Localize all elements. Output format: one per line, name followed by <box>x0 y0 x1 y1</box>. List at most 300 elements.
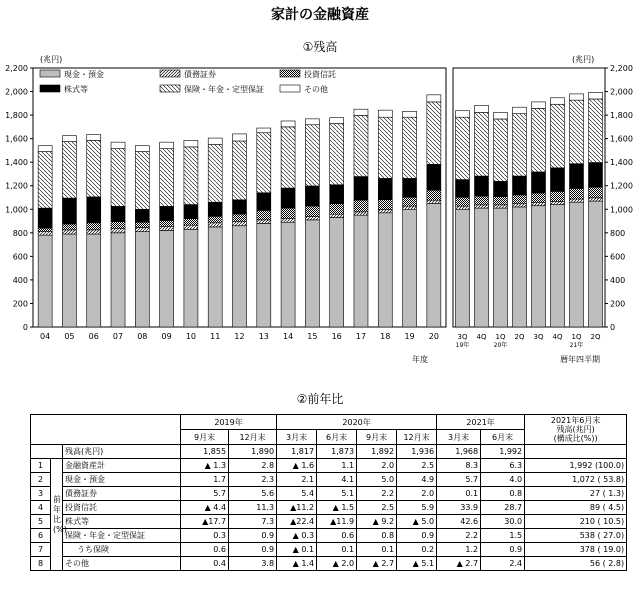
bar-segment <box>160 206 174 220</box>
bar-segment <box>513 107 527 113</box>
row-value: 5.0 <box>357 473 397 487</box>
row-value: 0.2 <box>397 543 437 557</box>
bar-segment <box>208 216 222 222</box>
bar-segment <box>570 100 584 164</box>
y-tick-label-left: 1,200 <box>5 181 28 191</box>
bar-segment <box>532 102 546 108</box>
bar-segment <box>281 121 295 127</box>
row-value: 0.1 <box>317 543 357 557</box>
y-tick-label-left: 1,800 <box>5 111 28 121</box>
row-value: ▲ 0.3 <box>277 529 317 543</box>
legend-swatch <box>40 85 60 92</box>
bar-segment <box>233 141 247 200</box>
bar-segment <box>532 172 546 193</box>
bar-segment <box>551 98 565 104</box>
row-value: ▲ 2.7 <box>357 557 397 571</box>
row-label: その他 <box>63 557 181 571</box>
row-number: 4 <box>31 501 51 515</box>
balance-label: 残高(兆円) <box>63 445 181 459</box>
bar-segment <box>111 222 125 229</box>
bar-segment <box>589 198 603 201</box>
bar-segment <box>184 219 198 225</box>
row-label: 株式等 <box>63 515 181 529</box>
bar-segment <box>111 206 125 221</box>
bar-segment <box>233 222 247 226</box>
row-value: ▲ 4.4 <box>181 501 229 515</box>
row-value: 5.4 <box>277 487 317 501</box>
row-value: ▲ 9.2 <box>357 515 397 529</box>
row-label: うち保険 <box>63 543 181 557</box>
bar-segment <box>38 152 52 209</box>
row-last: 1,072 ( 53.8) <box>525 473 627 487</box>
bar-segment <box>38 146 52 152</box>
bar-segment <box>38 228 52 232</box>
bar-segment <box>184 229 198 327</box>
bar-segment <box>378 210 392 213</box>
bar-segment <box>233 134 247 141</box>
bar-segment <box>38 208 52 228</box>
bar-segment <box>475 196 489 205</box>
side-label: 前年比(%) <box>51 459 63 571</box>
bar-segment <box>513 114 527 176</box>
table-row <box>31 501 627 515</box>
bar-segment <box>87 230 101 234</box>
bar-segment <box>38 232 52 236</box>
bar-segment <box>513 204 527 207</box>
bar-segment <box>513 207 527 327</box>
bar-segment <box>184 147 198 205</box>
bar-segment <box>257 220 271 224</box>
y-tick-label-right: 0 <box>610 323 616 332</box>
bar-segment <box>281 219 295 223</box>
header-last-col <box>525 415 627 445</box>
row-value: ▲ 5.0 <box>397 515 437 529</box>
y-tick-label-right: 2,000 <box>610 87 633 97</box>
row-value: ▲ 2.7 <box>437 557 481 571</box>
bar-segment <box>135 146 149 152</box>
row-value: 28.7 <box>481 501 525 515</box>
bar-segment <box>456 180 470 198</box>
row-value: 6.3 <box>481 459 525 473</box>
table-row <box>31 557 627 571</box>
legend-swatch <box>280 85 300 92</box>
y-tick-label-left: 800 <box>12 228 28 238</box>
bar-segment <box>160 149 174 207</box>
y-tick-label-right: 1,200 <box>610 181 633 191</box>
balance-value: 1,936 <box>397 445 437 459</box>
row-value: 5.7 <box>437 473 481 487</box>
bar-segment <box>135 222 149 227</box>
bar-segment <box>475 113 489 177</box>
bar-segment <box>354 215 368 327</box>
legend-swatch <box>160 85 180 92</box>
row-value: 0.4 <box>181 557 229 571</box>
row-value: ▲ 0.1 <box>277 543 317 557</box>
header-last-line: 2021年6月末 <box>550 416 601 425</box>
x-tick-label: 09 <box>161 332 172 341</box>
y-tick-label-left: 1,400 <box>5 158 28 168</box>
bar-segment <box>87 197 101 223</box>
x-tick-label: 4Q <box>476 333 487 341</box>
bar-segment <box>354 177 368 201</box>
legend-swatch <box>280 70 300 77</box>
legend-label: 債務証券 <box>184 70 216 79</box>
bar-segment <box>427 200 441 203</box>
row-last: 538 ( 27.0) <box>525 529 627 543</box>
row-last: 89 ( 4.5) <box>525 501 627 515</box>
balance-value: 1,992 <box>481 445 525 459</box>
row-number: 8 <box>31 557 51 571</box>
legend-swatch <box>40 70 60 77</box>
header-year: 2020年 <box>277 415 437 430</box>
balance-value: 1,892 <box>357 445 397 459</box>
row-value: 2.5 <box>357 501 397 515</box>
x-tick-label: 2Q <box>590 333 601 341</box>
row-value: 0.8 <box>481 487 525 501</box>
row-value: 2.4 <box>481 557 525 571</box>
bar-segment <box>589 163 603 188</box>
x-tick-label: 18 <box>380 332 391 341</box>
bar-segment <box>62 234 76 327</box>
section-title-balance: ①残高 <box>302 40 338 54</box>
row-value: 0.6 <box>317 529 357 543</box>
header-last-line: (構成比(%)) <box>553 434 598 443</box>
bar-segment <box>551 168 565 192</box>
header-blank <box>31 415 181 445</box>
bar-segment <box>570 188 584 199</box>
row-last: 27 ( 1.3) <box>525 487 627 501</box>
y-tick-label-right: 1,000 <box>610 205 633 215</box>
bar-segment <box>135 209 149 222</box>
bar-segment <box>551 205 565 327</box>
bar-segment <box>135 228 149 232</box>
y-tick-label-left: 2,000 <box>5 87 28 97</box>
bar-segment <box>354 200 368 212</box>
bar-segment <box>475 105 489 112</box>
bar-segment <box>513 195 527 204</box>
bar-segment <box>551 201 565 204</box>
bar-segment <box>184 205 198 219</box>
x-tick-label: 3Q <box>457 333 468 341</box>
bar-segment <box>257 223 271 327</box>
bar-segment <box>281 208 295 219</box>
bar-segment <box>589 187 603 198</box>
bar-segment <box>62 230 76 234</box>
table-row <box>31 473 627 487</box>
header-month: 6月末 <box>481 430 525 445</box>
bar-segment <box>305 125 319 186</box>
bar-segment <box>494 208 508 327</box>
bar-segment <box>257 210 271 219</box>
legend-label: 投資信託 <box>304 70 336 79</box>
y-tick-label-right: 1,800 <box>610 111 633 121</box>
row-value: 8.3 <box>437 459 481 473</box>
legend-label: 保険・年金・定型保証 <box>184 85 264 94</box>
bar-segment <box>305 206 319 217</box>
bar-segment <box>475 208 489 327</box>
y-tick-label-left: 1,600 <box>5 134 28 144</box>
row-value: 0.1 <box>357 543 397 557</box>
header-year: 2021年 <box>437 415 525 430</box>
balance-value: 1,873 <box>317 445 357 459</box>
bar-segment <box>456 111 470 117</box>
bar-segment <box>378 117 392 178</box>
row-value: 4.0 <box>481 473 525 487</box>
bar-segment <box>494 119 508 181</box>
y-tick-label-left: 400 <box>12 275 28 285</box>
stacked-bar-chart <box>0 50 640 370</box>
x-year-label: 19年 <box>455 342 470 349</box>
row-value: 0.3 <box>181 529 229 543</box>
row-value: 0.1 <box>437 487 481 501</box>
x-tick-label: 14 <box>282 332 294 341</box>
row-value: 0.9 <box>229 529 277 543</box>
row-value: 2.0 <box>397 487 437 501</box>
bar-segment <box>532 193 546 202</box>
x-tick-label: 10 <box>185 332 197 341</box>
x-tick-label: 15 <box>307 332 318 341</box>
row-value: 2.1 <box>277 473 317 487</box>
bar-segment <box>589 99 603 163</box>
yoy-table <box>30 414 627 571</box>
bar-segment <box>403 178 417 197</box>
bar-segment <box>330 118 344 124</box>
page-title: 家計の金融資産 <box>271 7 369 23</box>
row-value: 3.8 <box>229 557 277 571</box>
row-value: 0.9 <box>481 543 525 557</box>
row-value: 5.9 <box>397 501 437 515</box>
row-value: 0.6 <box>181 543 229 557</box>
header-month: 12月末 <box>397 430 437 445</box>
header-month: 3月末 <box>277 430 317 445</box>
bar-segment <box>494 197 508 205</box>
y-tick-label-right: 200 <box>610 299 626 309</box>
row-value: 2.0 <box>357 459 397 473</box>
y-unit-left: (兆円) <box>40 55 63 64</box>
y-tick-label-right: 2,200 <box>610 64 633 73</box>
row-value: ▲11.9 <box>317 515 357 529</box>
x-tick-label: 12 <box>234 332 245 341</box>
y-tick-label-right: 600 <box>610 252 626 262</box>
blank <box>31 445 63 459</box>
x-tick-label: 1Q <box>571 333 582 341</box>
bar-segment <box>135 232 149 327</box>
x-tick-label: 05 <box>64 332 75 341</box>
bar-segment <box>494 205 508 208</box>
row-last: 1,992 (100.0) <box>525 459 627 473</box>
balance-value: 1,817 <box>277 445 317 459</box>
bar-segment <box>305 217 319 220</box>
header-year: 2019年 <box>181 415 277 430</box>
header-month: 9月末 <box>181 430 229 445</box>
balance-value: 1,890 <box>229 445 277 459</box>
bar-segment <box>87 140 101 197</box>
row-value: ▲ 5.1 <box>397 557 437 571</box>
bar-segment <box>257 193 271 211</box>
legend-label: 株式等 <box>64 85 88 94</box>
row-label: 保険・年金・定型保証 <box>63 529 181 543</box>
bar-segment <box>378 178 392 199</box>
bar-segment <box>494 181 508 196</box>
table-row <box>31 515 627 529</box>
bar-segment <box>570 94 584 100</box>
row-value: 2.5 <box>397 459 437 473</box>
row-last: 378 ( 19.0) <box>525 543 627 557</box>
row-label: 金融資産計 <box>63 459 181 473</box>
bar-segment <box>532 203 546 206</box>
bar-segment <box>305 119 319 125</box>
bar-segment <box>330 218 344 327</box>
bar-segment <box>403 117 417 178</box>
bar-segment <box>305 220 319 327</box>
row-number: 2 <box>31 473 51 487</box>
row-value: ▲22.4 <box>277 515 317 529</box>
bar-segment <box>427 203 441 327</box>
row-value: 0.9 <box>229 543 277 557</box>
bar-segment <box>403 209 417 327</box>
header-month: 3月末 <box>437 430 481 445</box>
bar-segment <box>570 164 584 189</box>
bar-segment <box>160 142 174 148</box>
legend-label: その他 <box>304 85 328 94</box>
bar-segment <box>354 115 368 176</box>
row-value: ▲ 1.3 <box>181 459 229 473</box>
bar-segment <box>551 104 565 168</box>
row-value: ▲ 1.5 <box>317 501 357 515</box>
row-value: ▲17.7 <box>181 515 229 529</box>
bar-segment <box>281 188 295 208</box>
row-value: ▲11.2 <box>277 501 317 515</box>
row-value: ▲ 2.0 <box>317 557 357 571</box>
bar-segment <box>456 206 470 209</box>
bar-segment <box>475 205 489 208</box>
row-value: 2.2 <box>357 487 397 501</box>
bar-segment <box>330 124 344 185</box>
bar-segment <box>427 164 441 190</box>
x-tick-label: 07 <box>112 332 124 341</box>
table-row <box>31 529 627 543</box>
bar-segment <box>208 202 222 216</box>
bar-segment <box>305 186 319 206</box>
x-axis-label-quarter: 暦年四半期 <box>560 355 600 364</box>
table-row <box>31 415 627 430</box>
bar-segment <box>456 197 470 206</box>
blank <box>525 445 627 459</box>
bar-segment <box>354 212 368 215</box>
bar-segment <box>160 226 174 230</box>
row-value: 2.3 <box>229 473 277 487</box>
bar-segment <box>62 142 76 199</box>
row-number: 7 <box>31 543 51 557</box>
y-tick-label-left: 0 <box>22 323 28 332</box>
row-label: 投資信託 <box>63 501 181 515</box>
y-tick-label-right: 400 <box>610 275 626 285</box>
header-month: 9月末 <box>357 430 397 445</box>
x-axis-label-annual: 年度 <box>412 355 428 364</box>
bar-segment <box>184 140 198 146</box>
y-tick-label-right: 800 <box>610 228 626 238</box>
row-number: 6 <box>31 529 51 543</box>
row-label: 債務証券 <box>63 487 181 501</box>
header-month: 6月末 <box>317 430 357 445</box>
row-value: 42.6 <box>437 515 481 529</box>
row-value: 4.9 <box>397 473 437 487</box>
legend-swatch <box>160 70 180 77</box>
row-label: 現金・預金 <box>63 473 181 487</box>
x-tick-label: 2Q <box>514 333 525 341</box>
row-value: 2.8 <box>229 459 277 473</box>
header-last-line: 残高(兆円) <box>556 425 595 434</box>
row-value: 30.0 <box>481 515 525 529</box>
y-tick-label-left: 200 <box>12 299 28 309</box>
balance-value: 1,855 <box>181 445 229 459</box>
bar-segment <box>208 145 222 203</box>
bar-segment <box>403 206 417 209</box>
legend-label: 現金・預金 <box>64 70 104 79</box>
y-tick-label-left: 1,000 <box>5 205 28 215</box>
y-tick-label-right: 1,600 <box>610 134 633 144</box>
row-value: 1.1 <box>317 459 357 473</box>
bar-segment <box>184 225 198 229</box>
row-last: 210 ( 10.5) <box>525 515 627 529</box>
x-tick-label: 17 <box>355 332 367 341</box>
bar-segment <box>208 223 222 227</box>
bar-segment <box>111 233 125 327</box>
row-value: 4.1 <box>317 473 357 487</box>
row-value: ▲ 1.6 <box>277 459 317 473</box>
row-value: 1.7 <box>181 473 229 487</box>
bar-segment <box>281 222 295 327</box>
x-tick-label: 08 <box>137 332 148 341</box>
x-tick-label: 20 <box>428 332 439 341</box>
row-value: 11.3 <box>229 501 277 515</box>
x-tick-label: 13 <box>258 332 269 341</box>
bar-segment <box>208 138 222 144</box>
header-month: 12月末 <box>229 430 277 445</box>
table-row <box>31 487 627 501</box>
row-number: 5 <box>31 515 51 529</box>
bar-segment <box>532 206 546 327</box>
bar-segment <box>330 185 344 204</box>
bar-segment <box>570 202 584 327</box>
bar-segment <box>233 214 247 222</box>
bar-segment <box>257 128 271 133</box>
x-tick-label: 3Q <box>533 333 544 341</box>
y-tick-label-right: 1,400 <box>610 158 633 168</box>
table-row <box>31 543 627 557</box>
bar-segment <box>427 95 441 102</box>
bar-segment <box>111 142 125 148</box>
bar-segment <box>208 227 222 327</box>
x-tick-label: 4Q <box>552 333 563 341</box>
bar-segment <box>111 149 125 207</box>
row-value: 0.8 <box>357 529 397 543</box>
bar-segment <box>475 176 489 196</box>
x-tick-label: 19 <box>404 332 415 341</box>
x-tick-label: 11 <box>210 332 221 341</box>
bar-segment <box>427 190 441 200</box>
bar-segment <box>403 197 417 206</box>
x-tick-label: 04 <box>40 332 51 341</box>
row-value: 5.7 <box>181 487 229 501</box>
row-value: 7.3 <box>229 515 277 529</box>
bar-segment <box>233 200 247 214</box>
bar-segment <box>456 117 470 179</box>
bar-segment <box>456 209 470 327</box>
bar-segment <box>570 199 584 202</box>
row-number: 1 <box>31 459 51 473</box>
bar-segment <box>111 229 125 233</box>
